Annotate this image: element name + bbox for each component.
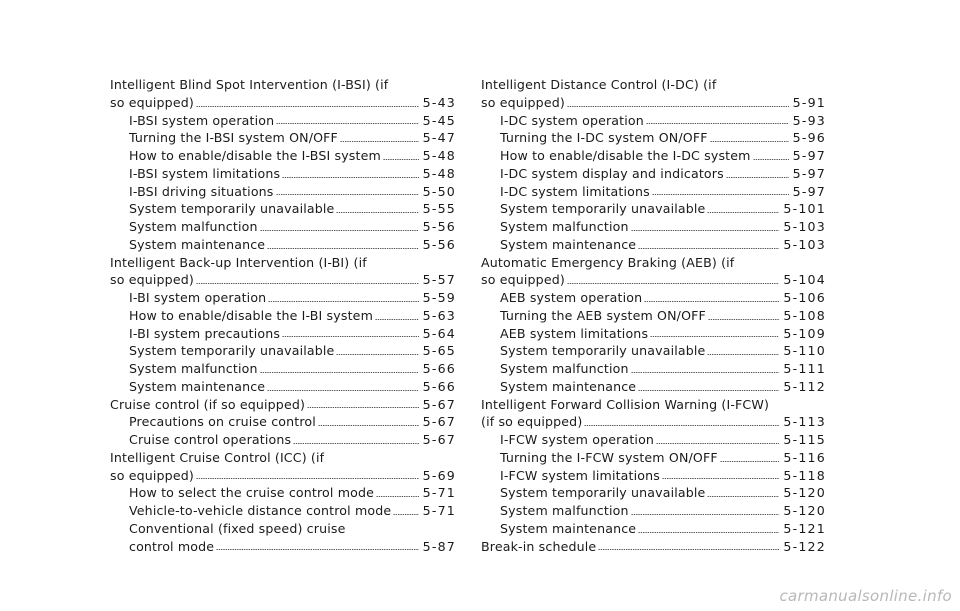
dot-leader	[726, 177, 789, 178]
dot-leader	[584, 425, 779, 426]
toc-entry-title: System temporarily unavailable	[500, 343, 706, 359]
toc-entry[interactable]	[481, 325, 826, 343]
toc-entry[interactable]	[481, 165, 826, 183]
toc-entry[interactable]	[481, 520, 826, 538]
toc-page-number: 5-93	[792, 112, 826, 128]
dot-leader	[375, 319, 419, 320]
toc-entry[interactable]	[110, 413, 456, 431]
toc-entry[interactable]	[110, 449, 456, 485]
toc-page-number: 5-66	[422, 361, 456, 376]
dot-leader	[336, 212, 418, 213]
toc-page-number: 5-63	[422, 307, 456, 323]
toc-entry[interactable]	[110, 147, 456, 165]
dot-leader	[336, 354, 418, 355]
dot-leader	[650, 336, 779, 337]
toc-entry[interactable]	[110, 218, 456, 236]
toc-entry-title: System maintenance	[500, 378, 637, 394]
dot-leader	[753, 159, 789, 160]
dot-leader	[631, 372, 780, 373]
toc-entry-title: so equipped)	[110, 94, 194, 110]
toc-entry-title: System temporarily unavailable	[129, 343, 335, 359]
dot-leader	[260, 230, 419, 231]
toc-entry[interactable]	[110, 165, 456, 183]
dot-leader	[268, 301, 418, 302]
toc-entry-title: Conventional (fixed speed) cruise	[129, 520, 346, 536]
toc-entry[interactable]	[110, 396, 456, 414]
toc-page-number: 5-110	[783, 343, 826, 359]
dot-leader	[598, 549, 779, 550]
toc-entry-title: System maintenance	[500, 236, 637, 252]
dot-leader	[196, 478, 419, 479]
toc-page-number: 5-57	[422, 272, 456, 288]
toc-entry[interactable]	[481, 112, 826, 130]
toc-page-number: 5-47	[422, 130, 456, 146]
toc-page-number: 5-97	[792, 183, 826, 199]
toc-entry[interactable]	[481, 467, 826, 485]
toc-entry-title: How to select the cruise control mode	[129, 485, 375, 501]
dot-leader	[216, 549, 418, 550]
toc-page-number: 5-120	[783, 503, 826, 518]
toc-page-number: 5-108	[783, 307, 826, 323]
toc-entry-title: I-FCW system operation	[500, 432, 655, 447]
toc-page-number: 5-67	[422, 414, 456, 430]
toc-page-number: 5-67	[422, 432, 456, 447]
toc-entry-title: I-DC system display and indicators	[500, 165, 724, 181]
toc-page-number: 5-113	[783, 414, 826, 430]
toc-entry[interactable]	[481, 342, 826, 360]
toc-entry-title: I-BI system operation	[129, 290, 267, 305]
toc-page-number: 5-59	[422, 290, 456, 305]
toc-entry-title: Turning the I-DC system ON/OFF	[500, 130, 708, 146]
toc-entry[interactable]	[110, 342, 456, 360]
toc-entry-title: I-BI system precautions	[129, 325, 281, 341]
toc-page-number: 5-96	[792, 130, 826, 146]
watermark: carmanualsonline.info	[779, 587, 952, 605]
dot-leader	[707, 212, 779, 213]
toc-entry[interactable]	[481, 378, 826, 396]
dot-leader	[260, 372, 419, 373]
toc-entry-title: System malfunction	[129, 361, 258, 376]
toc-page-number: 5-66	[422, 378, 456, 394]
toc-page-number: 5-56	[422, 236, 456, 252]
toc-page-number: 5-43	[422, 94, 456, 110]
toc-page-number: 5-109	[783, 325, 826, 341]
dot-leader	[567, 283, 779, 284]
dot-leader	[267, 390, 418, 391]
dot-leader	[644, 301, 779, 302]
toc-entry[interactable]	[481, 307, 826, 325]
dot-leader	[293, 443, 418, 444]
toc-entry-title: AEB system limitations	[500, 325, 649, 341]
toc-page-number: 5-115	[783, 432, 826, 447]
dot-leader	[393, 514, 418, 515]
dot-leader	[307, 407, 419, 408]
toc-entry-title: System temporarily unavailable	[500, 201, 706, 217]
dot-leader	[267, 248, 418, 249]
toc-entry-title: How to enable/disable the I-BSI system	[129, 148, 381, 163]
toc-entry-title: System temporarily unavailable	[129, 201, 335, 217]
toc-entry-title: System maintenance	[129, 236, 266, 252]
toc-entry[interactable]	[481, 183, 826, 201]
toc-entry[interactable]	[481, 431, 826, 449]
toc-column-left	[110, 76, 456, 555]
toc-entry-title: I-DC system operation	[500, 112, 644, 128]
toc-page-number: 5-121	[783, 520, 826, 536]
dot-leader	[276, 194, 419, 195]
toc-page-number: 5-50	[422, 183, 456, 199]
toc-entry[interactable]	[481, 396, 826, 432]
dot-leader	[631, 514, 780, 515]
toc-page-number: 5-97	[792, 148, 826, 163]
toc-entry-title: (if so equipped)	[481, 414, 583, 430]
toc-entry-title: so equipped)	[110, 272, 194, 288]
dot-leader	[567, 106, 789, 107]
toc-entry-title: Intelligent Blind Spot Intervention (I-BSI) (if	[110, 77, 389, 92]
toc-entry-title: System malfunction	[129, 219, 258, 234]
dot-leader	[631, 230, 780, 231]
toc-entry[interactable]	[481, 200, 826, 218]
toc-page-number: 5-91	[792, 94, 826, 110]
toc-entry[interactable]	[481, 236, 826, 254]
dot-leader	[707, 496, 779, 497]
toc-entry[interactable]	[110, 520, 456, 556]
toc-entry-title: System malfunction	[500, 219, 629, 234]
dot-leader	[662, 478, 779, 479]
toc-page-number: 5-101	[783, 201, 826, 217]
dot-leader	[318, 425, 419, 426]
toc-entry-title: System malfunction	[500, 503, 629, 518]
toc-entry-title: Intelligent Distance Control (I-DC) (if	[481, 77, 717, 92]
toc-entry-title: Break-in schedule	[481, 538, 597, 554]
toc-entry[interactable]	[481, 76, 826, 112]
toc-entry[interactable]	[110, 112, 456, 130]
dot-leader	[656, 443, 779, 444]
toc-entry[interactable]	[481, 129, 826, 147]
dot-leader	[652, 194, 789, 195]
toc-entry-title: Cruise control operations	[129, 432, 292, 447]
toc-entry[interactable]	[481, 289, 826, 307]
toc-entry-title: Turning the I-FCW system ON/OFF	[500, 449, 718, 465]
toc-entry[interactable]	[481, 218, 826, 236]
toc-entry[interactable]	[481, 147, 826, 165]
toc-entry-title: so equipped)	[481, 272, 565, 288]
toc-entry[interactable]	[110, 307, 456, 325]
toc-page-number: 5-71	[422, 485, 456, 501]
toc-entry[interactable]	[481, 502, 826, 520]
toc-entry-title: Cruise control (if so equipped)	[110, 396, 306, 412]
toc-page-number: 5-97	[792, 165, 826, 181]
toc-page-number: 5-45	[422, 112, 456, 128]
toc-page-number: 5-71	[422, 503, 456, 518]
toc-page-number: 5-65	[422, 343, 456, 359]
toc-entry-title: so equipped)	[481, 94, 565, 110]
dot-leader	[708, 319, 779, 320]
toc-entry-title: so equipped)	[110, 467, 194, 483]
toc-page-number: 5-122	[783, 538, 826, 554]
dot-leader	[196, 283, 419, 284]
toc-page-number: 5-103	[783, 236, 826, 252]
toc-page-number: 5-64	[422, 325, 456, 341]
toc-entry[interactable]	[110, 236, 456, 254]
toc-entry-title: control mode	[129, 538, 215, 554]
toc-entry[interactable]	[110, 484, 456, 502]
toc-page-number: 5-56	[422, 219, 456, 234]
toc-entry[interactable]	[481, 538, 826, 556]
toc-page-number: 5-116	[783, 449, 826, 465]
toc-entry[interactable]	[481, 360, 826, 378]
toc-page-number: 5-118	[783, 467, 826, 483]
toc-entry-title: I-DC system limitations	[500, 183, 650, 199]
dot-leader	[383, 159, 419, 160]
toc-entry-title: I-FCW system limitations	[500, 467, 660, 483]
toc-entry-title: System malfunction	[500, 361, 629, 376]
toc-entry[interactable]	[481, 484, 826, 502]
toc-entry-title: How to enable/disable the I-BI system	[129, 307, 373, 323]
dot-leader	[638, 390, 779, 391]
toc-page-number: 5-55	[422, 201, 456, 217]
toc-entry[interactable]	[110, 254, 456, 290]
dot-leader	[638, 532, 779, 533]
toc-entry-title: Turning the AEB system ON/OFF	[500, 307, 706, 323]
toc-page-number: 5-111	[783, 361, 826, 376]
toc-entry-title: How to enable/disable the I-DC system	[500, 148, 751, 163]
toc-entry[interactable]	[110, 76, 456, 112]
toc-page-number: 5-67	[422, 396, 456, 412]
toc-page-number: 5-112	[783, 378, 826, 394]
dot-leader	[276, 123, 418, 124]
toc-page-number: 5-48	[422, 165, 456, 181]
toc-entry[interactable]	[110, 378, 456, 396]
toc-entry-title: I-BSI system operation	[129, 112, 275, 128]
toc-entry[interactable]	[110, 431, 456, 449]
toc-entry-title: System maintenance	[500, 520, 637, 536]
toc-entry-title: Intelligent Back-up Intervention (I-BI) (if	[110, 254, 367, 270]
toc-entry-title: Intelligent Cruise Control (ICC) (if	[110, 449, 325, 465]
toc-page-number: 5-87	[422, 538, 456, 554]
dot-leader	[646, 123, 789, 124]
toc-page-number: 5-106	[783, 290, 826, 305]
toc-entry-title: Automatic Emergency Braking (AEB) (if	[481, 254, 735, 270]
dot-leader	[638, 248, 779, 249]
toc-entry[interactable]	[110, 360, 456, 378]
toc-entry-title: Precautions on cruise control	[129, 414, 316, 430]
toc-entry-title: Intelligent Forward Collision Warning (I-FCW)	[481, 396, 770, 412]
dot-leader	[282, 336, 419, 337]
toc-entry-title: Vehicle-to-vehicle distance control mode	[129, 503, 392, 518]
toc-column-right	[481, 76, 826, 555]
toc-entry[interactable]	[110, 129, 456, 147]
toc-page-number: 5-104	[783, 272, 826, 288]
toc-entry[interactable]	[110, 183, 456, 201]
toc-entry-title: I-BSI system limitations	[129, 165, 281, 181]
dot-leader	[340, 141, 419, 142]
toc-entry[interactable]	[481, 449, 826, 467]
toc-entry-title: System maintenance	[129, 378, 266, 394]
toc-entry-title: System temporarily unavailable	[500, 485, 706, 501]
toc-page-number: 5-69	[422, 467, 456, 483]
toc-entry-title: AEB system operation	[500, 290, 643, 305]
dot-leader	[707, 354, 779, 355]
dot-leader	[376, 496, 419, 497]
dot-leader	[710, 141, 789, 142]
toc-entry[interactable]	[110, 325, 456, 343]
toc-entry-title: I-BSI driving situations	[129, 183, 274, 199]
toc-entry[interactable]	[481, 254, 826, 290]
toc-entry[interactable]	[110, 502, 456, 520]
toc-entry[interactable]	[110, 289, 456, 307]
toc-entry-title: Turning the I-BSI system ON/OFF	[129, 130, 338, 146]
toc-page-number: 5-120	[783, 485, 826, 501]
dot-leader	[720, 461, 780, 462]
dot-leader	[196, 106, 419, 107]
toc-page-number: 5-48	[422, 148, 456, 163]
toc-page-number: 5-103	[783, 219, 826, 234]
dot-leader	[282, 177, 418, 178]
toc-entry[interactable]	[110, 200, 456, 218]
